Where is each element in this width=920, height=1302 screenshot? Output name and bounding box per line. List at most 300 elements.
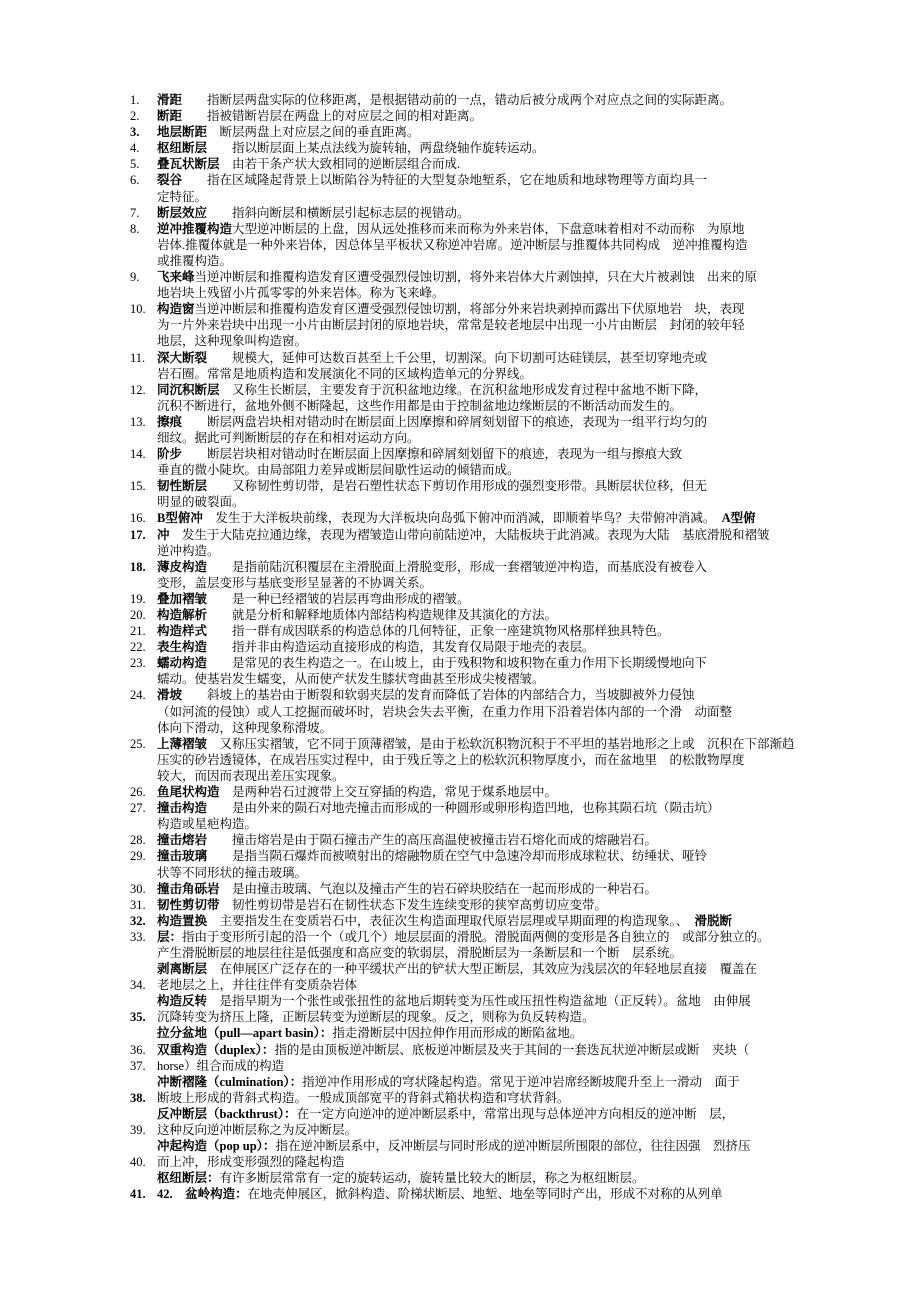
definition-text: （如河流的侵蚀）或人工挖掘而破坏时，岩块会失去平衡，在重力作用下沿着岩体内部的一个滑 动面整: [157, 704, 733, 719]
glossary-line: [130, 478, 850, 494]
definition-text: 在地壳伸展区，掀斜构造、阶梯状断层、地堑、地垒等同时产出，形成不对称的从列单: [247, 1187, 723, 1202]
definition-text: 是两种岩石过渡带上交互穿插的构造，常见于煤系地层中。: [219, 785, 558, 800]
term-text: 薄皮构造: [157, 559, 208, 574]
glossary-line: [130, 1074, 850, 1090]
line-text: [157, 156, 820, 172]
term-text: 飞来峰: [157, 270, 195, 285]
definition-text: 岩体.推覆体就是一种外来岩体，因总体呈平板状又称逆冲岩席。逆冲断层与推覆体共同构成 逆冲推覆构造: [157, 237, 748, 252]
definition-text: 指以断层面上某点法线为旋转轴，两盘绕轴作旋转运动。: [207, 141, 545, 156]
glossary-line: [130, 929, 850, 945]
glossary-line: [130, 865, 850, 881]
definition-text: 指由于变形所引起的沿一个（或几个）地层层面的滑脱。滑脱面两侧的变形是各自独立的 或部分独立的。: [182, 929, 770, 944]
definition-text: 在伸展区广泛存在的一种平缓状产出的铲状大型正断层，其效应为浅层次的年轻地层直接 覆盖在: [207, 962, 758, 977]
term-text: 阶步: [157, 447, 183, 462]
glossary-line: [130, 350, 850, 366]
definition-text: 压实的砂岩透镜体，在成岩压实过程中，由于残丘等之上的松软沉积物厚度小，而在盆地里 的松散物厚度: [157, 752, 745, 767]
list-number: [130, 816, 157, 832]
line-text: [157, 1106, 820, 1122]
glossary-line: [130, 108, 850, 124]
glossary-line-list: [130, 92, 850, 1202]
glossary-line: [130, 494, 850, 510]
definition-text: 是由外来的陨石对地壳撞击而形成的一种圆形或卵形构造凹地，也称其陨石坑（陨击坑）: [207, 801, 720, 816]
definition-text: 是指早期为一个张性或张扭性的盆地后期转变为压性或压扭性构造盆地（正反转）。盆地 由伸展: [207, 994, 751, 1009]
list-number: 4.: [130, 141, 140, 156]
line-text: [157, 382, 820, 398]
line-text: [157, 993, 820, 1009]
definition-text: 体向下滑动，这种现象称滑坡。: [157, 720, 333, 735]
glossary-line: [130, 671, 850, 687]
glossary-line: [130, 1042, 850, 1058]
definition-text: 较大，而因而表现出差压实现象。: [157, 768, 345, 783]
line-text: [157, 478, 820, 494]
glossary-line: [130, 768, 850, 784]
line-text: [157, 736, 820, 752]
definition-text: 发生于大洋板块前缘，表现为大洋板块向岛弧下俯冲而消减，即顺着毕鸟？夫带俯冲消减。: [202, 511, 722, 526]
term-text: 冲: [157, 527, 170, 542]
line-text: [157, 929, 820, 945]
line-text: [157, 1186, 820, 1202]
line-text: [157, 687, 820, 703]
term-text: B型俯冲: [157, 511, 203, 526]
line-text: [157, 1009, 820, 1025]
line-text: [157, 720, 820, 736]
glossary-line: [130, 800, 850, 816]
glossary-line: [130, 1106, 850, 1122]
definition-text: 细纹。据此可判断断层的存在和相对运动方向。: [157, 430, 420, 445]
term-text: 裂谷: [157, 173, 183, 188]
list-number: 16.: [130, 511, 146, 526]
glossary-line: [130, 366, 850, 382]
list-number: 19.: [130, 591, 146, 606]
definition-text: 指逆冲作用形成的穹状隆起构造。常见于逆冲岩席经断坡爬升至上一滑动 面于: [302, 1074, 740, 1089]
list-number: [130, 945, 157, 961]
glossary-line: [130, 977, 850, 993]
list-number: [130, 768, 157, 784]
glossary-line: [130, 221, 850, 237]
line-text: [157, 752, 820, 768]
list-number: 17.: [130, 527, 146, 542]
line-text: [157, 1074, 820, 1090]
line-text: [157, 510, 820, 526]
list-number: 29.: [130, 849, 146, 864]
glossary-line: [130, 1025, 850, 1041]
definition-text: 是由撞击玻璃、气泡以及撞击产生的岩石碎块胶结在一起而形成的一种岩石。: [219, 881, 658, 896]
glossary-line: [130, 543, 850, 559]
line-text: [157, 832, 820, 848]
glossary-line: [130, 1122, 850, 1138]
line-text: [157, 816, 820, 832]
definition-text: 岩石圈。常常是地质构造和发展演化不同的区域构造单元的分界线。: [157, 366, 533, 381]
definition-text: 指的是由顶板逆冲断层、底板逆冲断层及夹于其间的一套迭瓦状逆冲断层或断 夹块（: [274, 1042, 750, 1057]
line-text: [157, 446, 820, 462]
line-text: [157, 189, 820, 205]
definition-text: 是指当陨石爆炸而被喷射出的熔融物质在空气中急速冷却而形成球粒状、纺缍状、哑铃: [207, 849, 708, 864]
definition-text: 断层两盘上对应层之间的垂直距离。: [207, 125, 420, 140]
glossary-line: [130, 205, 850, 221]
line-text: [157, 1090, 820, 1106]
glossary-line: [130, 140, 850, 156]
definition-text: 指斜向断层和横断层引起标志层的视错动。: [207, 205, 470, 220]
list-number: 9.: [130, 270, 140, 285]
line-text: [157, 639, 820, 655]
glossary-line: [130, 623, 850, 639]
glossary-line: [130, 317, 850, 333]
list-number: 27.: [130, 801, 146, 816]
term-text: 深大断裂: [157, 350, 208, 365]
list-number: 28.: [130, 833, 146, 848]
definition-text: 而上冲，形成变形强烈的隆起构造: [157, 1155, 345, 1170]
list-number: [130, 720, 157, 736]
list-number: 41.: [130, 1187, 146, 1202]
line-text: [157, 430, 820, 446]
term-text: 滑脱断: [694, 913, 733, 928]
line-text: [157, 607, 820, 623]
list-number: 34.: [130, 978, 146, 993]
definition-text: 发生于大陆克拉通边缘，表现为褶皱造山带向前陆逆冲，大陆板块于此消减。表现为大陆 基底滑脱和褶皱: [169, 527, 770, 542]
line-text: [157, 848, 820, 864]
term-text: 断距: [157, 109, 183, 124]
line-text: [157, 494, 820, 510]
definition-text: 产生滑脱断层的地层往往是低强度和高应变的软弱层，滑脱断层为一条断层和一个断 层系统。: [157, 945, 683, 960]
list-number: 40.: [130, 1155, 146, 1170]
definition-text: 这种反向逆冲断层称之为反冲断层。: [157, 1123, 358, 1137]
term-text: 冲断褶隆（culmination）：: [157, 1074, 303, 1089]
definition-text: 指走滑断层中因拉伸作用而形成的断陷盆地。: [332, 1026, 583, 1041]
term-text: 地层断距: [157, 125, 208, 140]
glossary-line: [130, 607, 850, 623]
glossary-line: [130, 687, 850, 703]
definition-text: 是指前陆沉积覆层在主滑脱面上滑脱变形，形成一套褶皱逆冲构造，而基底没有被卷入: [207, 559, 708, 574]
definition-text: 主要指发生在变质岩石中，表征次生构造面理取代原岩层理或早期面理的构造现象。、: [207, 913, 695, 928]
list-number: [130, 366, 157, 382]
list-number: 6.: [130, 173, 140, 188]
term-text: A型俯: [721, 511, 756, 526]
line-text: [157, 897, 820, 913]
glossary-line: [130, 1090, 850, 1106]
term-text: 韧性断层: [157, 479, 208, 494]
line-text: [157, 172, 820, 188]
definition-text: 明显的破裂面。: [157, 495, 245, 510]
term-text: 构造样式: [157, 624, 208, 639]
term-text: 拉分盆地（pull—apart basin）：: [157, 1026, 333, 1041]
line-text: [157, 784, 820, 800]
glossary-line: [130, 382, 850, 398]
line-text: [157, 591, 820, 607]
definition-text: 变形，盖层变形与基底变形呈显著的不协调关系。: [157, 575, 433, 590]
definition-text: 当逆冲断层和推覆构造发育区遭受强烈侵蚀切割，将部分外来岩块剥掉而露出下伏原地岩 块，表现: [194, 302, 745, 317]
definition-text: 在一定方向逆冲的逆冲断层系中，常常出现与总体逆冲方向相反的逆冲断 层，: [296, 1106, 735, 1121]
list-number: [130, 704, 157, 720]
line-text: [157, 205, 820, 221]
glossary-line: [130, 1138, 850, 1154]
term-text: 蠕动构造: [157, 656, 208, 671]
term-text: 层：: [157, 929, 183, 944]
list-number: [130, 1025, 157, 1041]
list-number: 37.: [130, 1058, 146, 1073]
definition-text: 老地层之上，并往往伴有变质杂岩体: [157, 978, 358, 993]
line-text: [157, 269, 820, 285]
line-text: [157, 559, 820, 575]
line-text: [157, 865, 820, 881]
term-text: 同沉积断层: [157, 382, 220, 397]
definition-text: 当逆冲断层和推覆构造发育区遭受强烈侵蚀切割，将外来岩体大片剥蚀掉，只在大片被剥蚀 出来的原: [194, 270, 758, 285]
definition-text: 规模大，延伸可达数百甚至上千公里，切割深。向下切割可达硅镁层，甚至切穿地壳或: [207, 350, 708, 365]
list-number: 7.: [130, 205, 140, 220]
line-text: [157, 881, 820, 897]
list-number: 11.: [130, 350, 146, 365]
line-text: [157, 527, 820, 543]
definition-text: 指并非由构造运动直接形成的构造，其发育仅局限于地壳的表层。: [207, 640, 595, 655]
term-text: 构造反转: [157, 994, 208, 1009]
definition-text: 状等不同形状的撞击玻璃。: [157, 865, 308, 880]
line-text: [157, 704, 820, 720]
list-number: 30.: [130, 881, 146, 896]
line-text: [157, 623, 820, 639]
definition-text: horse）组合而成的构造: [157, 1058, 285, 1073]
list-number: 14.: [130, 447, 146, 462]
line-text: [157, 124, 820, 140]
glossary-line: [130, 736, 850, 752]
list-number: [130, 1170, 157, 1186]
list-number: 1.: [130, 93, 140, 107]
glossary-line: [130, 720, 850, 736]
list-number: 5.: [130, 157, 140, 172]
list-number: [130, 993, 157, 1009]
list-number: [130, 430, 157, 446]
definition-text: 由若干条产状大致相同的逆断层组合而成.: [219, 157, 461, 172]
list-number: 39.: [130, 1123, 146, 1137]
list-number: 13.: [130, 414, 146, 429]
line-text: [157, 977, 820, 993]
definition-text: 指在区域隆起背景上以断陷谷为特征的大型复杂地堑系，它在地质和地球物理等方面均具一: [182, 173, 708, 188]
line-text: [157, 237, 820, 253]
glossary-line: [130, 832, 850, 848]
glossary-line: [130, 124, 850, 140]
term-text: 滑坡: [157, 688, 183, 703]
list-number: [130, 865, 157, 881]
glossary-line: [130, 414, 850, 430]
glossary-line: [130, 285, 850, 301]
list-number: [130, 317, 157, 333]
term-text: 剥离断层: [157, 962, 208, 977]
list-number: [130, 671, 157, 687]
glossary-line: [130, 527, 850, 543]
line-text: [157, 1025, 820, 1041]
list-number: 25.: [130, 736, 146, 751]
list-number: 8.: [130, 221, 140, 236]
term-text: 构造置换: [157, 913, 208, 928]
list-number: 18.: [130, 559, 146, 574]
term-text: 上薄褶皱: [157, 736, 208, 751]
definition-text: 撞击熔岩是由于陨石撞击产生的高压高温使被撞击岩石熔化而成的熔融岩石。: [207, 833, 658, 848]
line-text: [157, 108, 820, 124]
list-number: 32.: [130, 913, 146, 928]
term-text: 冲起构造（pop up）：: [157, 1139, 276, 1154]
term-text: 叠加褶皱: [157, 591, 208, 606]
line-text: [157, 1122, 820, 1138]
line-text: [157, 575, 820, 591]
term-text: 撞击熔岩: [157, 833, 208, 848]
glossary-line: [130, 269, 850, 285]
definition-text: 又称韧性剪切带，是岩石塑性状态下剪切作用形成的强烈变形带。具断层状位移，但无: [207, 479, 708, 494]
definition-text: 逆冲构造。: [157, 543, 220, 558]
glossary-line: [130, 1058, 850, 1074]
definition-text: 指一群有成因联系的构造总体的几何特征，正象一座建筑物风格那样独具特色。: [207, 624, 670, 639]
list-number: [130, 1138, 157, 1154]
definition-text: 韧性剪切带是岩石在韧性状态下发生连续变形的狭窄高剪切应变带。: [219, 897, 608, 912]
list-number: [130, 543, 157, 559]
definition-text: 沉降转变为挤压上隆，正断层转变为逆断层的现象。反之，则称为负反转构造。: [157, 1010, 595, 1025]
term-text: 韧性剪切带: [157, 897, 220, 912]
list-number: [130, 462, 157, 478]
definition-text: 蠕动。使基岩发生蠕变，从而使产状发生膝状弯曲甚至形成尖棱褶皱。: [157, 672, 545, 687]
line-text: [157, 655, 820, 671]
line-text: [157, 1058, 820, 1074]
line-text: [157, 140, 820, 156]
term-text: 枢纽断层: [157, 141, 208, 156]
definition-text: 沉积不断进行，盆地外侧不断隆起，这些作用都是由于控制盆地边缘断层的不断活动而发生的。: [157, 398, 683, 413]
glossary-line: [130, 913, 850, 929]
definition-text: 又称压实褶皱，它不同于顶薄褶皱，是由于松软沉积物沉积于不平坦的基岩地形之上或 沉积在下部渐趋: [207, 736, 795, 751]
glossary-line: [130, 333, 850, 349]
glossary-line: [130, 945, 850, 961]
term-text: 擦痕: [157, 414, 183, 429]
glossary-line: [130, 1186, 850, 1202]
list-number: 33.: [130, 929, 146, 944]
term-text: 42. 盆岭构造：: [157, 1187, 248, 1202]
line-text: [157, 350, 820, 366]
line-text: [157, 92, 820, 108]
term-text: 构造窗: [157, 302, 195, 317]
term-text: 反冲断层（backthrust）：: [157, 1106, 297, 1121]
glossary-line: [130, 301, 850, 317]
definition-text: 定特征。: [157, 189, 208, 204]
glossary-line: [130, 993, 850, 1009]
glossary-line: [130, 510, 850, 526]
list-number: 36.: [130, 1042, 146, 1057]
glossary-line: [130, 655, 850, 671]
glossary-line: [130, 961, 850, 977]
term-text: 表生构造: [157, 640, 208, 655]
definition-text: 指被错断岩层在两盘上的对应层之间的相对距离。: [182, 109, 483, 124]
list-number: [130, 398, 157, 414]
glossary-line: [130, 897, 850, 913]
glossary-line: [130, 172, 850, 188]
list-number: 23.: [130, 656, 146, 671]
list-number: 24.: [130, 688, 146, 703]
line-text: [157, 1138, 820, 1154]
definition-text: 断层岩块相对错动时在断层面上因摩擦和碎屑刻划留下的痕迹，表现为一组与擦痕大致: [182, 447, 683, 462]
list-number: 31.: [130, 897, 146, 912]
term-text: 双重构造（duplex）：: [157, 1042, 275, 1057]
line-text: [157, 543, 820, 559]
list-number: 22.: [130, 640, 146, 655]
definition-text: 指断层两盘实际的位移距离，是根据错动前的一点，错动后被分成两个对应点之间的实际距离。: [182, 93, 733, 107]
list-number: 3.: [130, 125, 140, 140]
definition-text: 为一片外来岩块中出现一小片由断层封闭的原地岩块，常常是较老地层中出现一小片由断层 封闭的较年轻: [157, 318, 745, 333]
term-text: 撞击构造: [157, 801, 208, 816]
line-text: [157, 800, 820, 816]
line-text: [157, 1170, 820, 1186]
glossary-line: [130, 575, 850, 591]
glossary-line: [130, 1009, 850, 1025]
glossary-line: [130, 189, 850, 205]
glossary-line: [130, 752, 850, 768]
term-text: 逆冲推覆构造: [157, 221, 233, 236]
definition-text: 断层两盘岩块相对错动时在断层面上因摩擦和碎屑刻划留下的痕迹，表现为一组平行均匀的: [182, 414, 708, 429]
definition-text: 构造或星疤构造。: [157, 817, 258, 832]
line-text: [157, 768, 820, 784]
list-number: 2.: [130, 109, 140, 124]
list-number: 15.: [130, 479, 146, 494]
term-text: 枢纽断层：: [157, 1171, 220, 1186]
line-text: [157, 285, 820, 301]
line-text: [157, 221, 820, 237]
term-text: 撞击玻璃: [157, 849, 208, 864]
line-text: [157, 398, 820, 414]
glossary-line: [130, 784, 850, 800]
line-text: [157, 961, 820, 977]
list-number: 35.: [130, 1010, 146, 1025]
definition-text: 或推覆构造。: [157, 253, 233, 268]
glossary-line: [130, 639, 850, 655]
glossary-line: [130, 559, 850, 575]
definition-text: 又称生长断层，主要发育于沉积盆地边缘。在沉积盆地形成发育过程中盆地不断下降，: [219, 382, 708, 397]
line-text: [157, 366, 820, 382]
glossary-line: [130, 253, 850, 269]
list-number: [130, 961, 157, 977]
glossary-line: [130, 398, 850, 414]
list-number: 20.: [130, 608, 146, 622]
list-number: [130, 575, 157, 591]
glossary-line: [130, 881, 850, 897]
glossary-line: [130, 1170, 850, 1186]
term-text: 构造解析: [157, 608, 208, 622]
definition-text: 垂直的微小陡坎。由局部阻力差异或断层间歇性运动的倾错而成。: [157, 463, 520, 478]
definition-text: 地层，这种现象叫构造窗。: [157, 334, 308, 349]
glossary-line: [130, 446, 850, 462]
glossary-line: [130, 704, 850, 720]
term-text: 叠瓦状断层: [157, 157, 220, 172]
list-number: [130, 752, 157, 768]
glossary-line: [130, 156, 850, 172]
line-text: [157, 462, 820, 478]
definition-text: 地岩块上残留小片孤零零的外来岩体。称为飞来峰。: [157, 286, 445, 301]
list-number: [130, 237, 157, 253]
line-text: [157, 945, 820, 961]
term-text: 撞击角砾岩: [157, 881, 220, 896]
list-number: [130, 494, 157, 510]
list-number: [130, 189, 157, 205]
term-text: 断层效应: [157, 205, 208, 220]
definition-text: 指在逆冲断层系中，反冲断层与同时形成的逆冲断层所围限的部位，往往因强 烈挤压: [275, 1139, 751, 1154]
definition-text: 就是分析和解释地质体内部结构构造规律及其演化的方法。: [207, 608, 558, 622]
definition-text: 是一种已经褶皱的岩层再弯曲形成的褶皱。: [207, 591, 470, 606]
line-text: [157, 671, 820, 687]
term-text: 鱼尾状构造: [157, 785, 220, 800]
list-number: 12.: [130, 382, 146, 397]
definition-text: 大型逆冲断层的上盘，因从远处推移而来而称为外来岩体，下盘意味着相对不动而称 为原地: [232, 221, 745, 236]
line-text: [157, 253, 820, 269]
glossary-line: [130, 92, 850, 108]
list-number: [130, 1106, 157, 1122]
definition-text: 斜坡上的基岩由于断裂和软弱夹层的发育而降低了岩体的内部结合力，当坡脚被外力侵蚀: [182, 688, 695, 703]
list-number: 10.: [130, 302, 146, 317]
line-text: [157, 333, 820, 349]
list-number: 38.: [130, 1090, 146, 1105]
glossary-line: [130, 591, 850, 607]
line-text: [157, 414, 820, 430]
